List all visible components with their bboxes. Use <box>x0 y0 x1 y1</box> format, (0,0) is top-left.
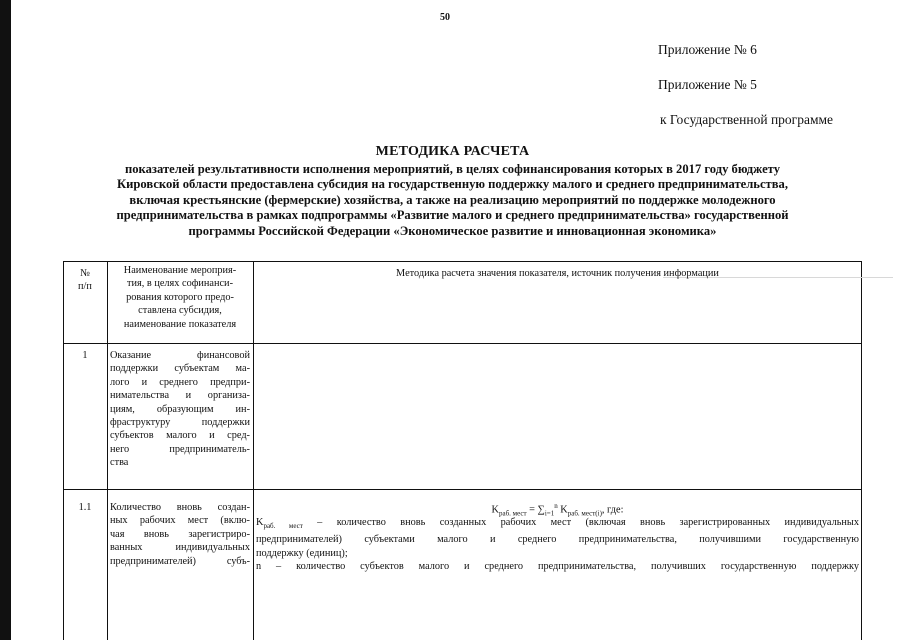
subtitle-line: включая крестьянские (фермерские) хозяйства, а также на реализацию мероприятий по поддержке молодежного <box>129 192 776 207</box>
method-line: поддержку (единиц); <box>256 547 348 559</box>
row-name-line: него предприниматель- <box>110 443 250 455</box>
row-name-line: чая вновь зарегистриро- <box>110 528 250 540</box>
row-name-line: предпринимателей) субъ- <box>110 555 250 567</box>
row-1-1-name <box>110 501 250 568</box>
row-name-line: ства <box>110 457 129 469</box>
row-name-line: Оказание финансовой <box>110 350 250 361</box>
subtitle-line: программы Российской Федерации «Экономическое развитие и инновационная экономика» <box>188 223 717 238</box>
header-method: Методика расчета значения показателя, источник получения информации <box>396 268 719 279</box>
row-1-number: 1 <box>82 350 88 361</box>
document-subtitle <box>40 162 865 239</box>
table-border-left <box>63 261 64 640</box>
page-number: 50 <box>440 12 450 23</box>
row-name-line: циям, образующим ин- <box>110 403 250 415</box>
table-column-divider <box>253 261 254 640</box>
method-symbol: K <box>256 517 264 528</box>
method-line: предпринимателей) субъектами малого и среднего предпринимательства, получившими государственную <box>256 534 859 546</box>
header-name-line: ставлена субсидия, <box>138 305 222 317</box>
subtitle-line: предпринимательства в рамках подпрограммы «Развитие малого и среднего предпринимательства» государственной <box>116 208 789 223</box>
header-name-line: рования которого предо- <box>126 291 234 303</box>
appendix-line-1: Приложение № 6 <box>658 42 757 57</box>
methodology-table <box>63 261 862 640</box>
header-name-line: тия, в целях софинанси- <box>126 278 233 290</box>
row-name-line: ванных индивидуальных <box>110 542 250 554</box>
header-number-line: п/п <box>78 281 92 293</box>
scan-edge <box>0 0 11 640</box>
row-name-line: лого и среднего предпри- <box>110 376 250 388</box>
row-1-1-method <box>256 516 859 574</box>
row-name-line: нимательства и организа- <box>110 390 250 402</box>
formula-lhs-subscript: раб. мест <box>498 509 527 518</box>
table-border-top <box>63 261 862 262</box>
method-line-text: – количество вновь созданных рабочих мест (включая вновь зарегистрированных индивидуальных <box>302 517 859 528</box>
row-1-1-number: 1.1 <box>78 502 92 513</box>
row-1-name <box>110 349 250 470</box>
header-number-line: № <box>80 268 90 279</box>
appendix-line-3: к Государственной программе <box>660 112 834 127</box>
formula-sum-upper: n <box>554 502 558 510</box>
row-name-line: Количество вновь создан- <box>110 502 250 513</box>
formula-tail: , где: <box>601 504 624 516</box>
row-name-line: фраструктуру поддержки <box>110 417 250 429</box>
table-row-divider <box>63 489 862 490</box>
header-name-line: Наименование мероприя- <box>123 265 237 276</box>
row-name-line: ных рабочих мест (вклю- <box>110 515 250 527</box>
method-symbol-subscript: раб. мест <box>263 522 303 531</box>
row-name-line: поддержки субъектам ма- <box>110 363 250 375</box>
header-number <box>63 267 107 294</box>
document-title: МЕТОДИКА РАСЧЕТА <box>375 144 530 159</box>
method-line: n – количество субъектов малого и среднего предпринимательства, получивших государственную поддержку <box>256 561 859 573</box>
formula-sum: = ∑ <box>526 504 545 516</box>
formula-rhs: K <box>557 504 568 516</box>
formula-sum-lower: i=1 <box>544 509 555 518</box>
formula-rhs-subscript: раб. мест(i) <box>567 509 602 518</box>
subtitle-line: показателей результативности исполнения мероприятий, в целях софинансирования которых в 2017 году бюджету <box>125 162 780 176</box>
method-line <box>256 516 859 533</box>
appendix-line-2: Приложение № 5 <box>658 77 757 92</box>
table-border-right <box>861 261 862 640</box>
header-name <box>108 264 252 331</box>
header-name-line: наименование показателя <box>123 318 237 330</box>
table-row-divider <box>63 343 862 344</box>
subtitle-line: Кировской области предоставлена субсидия на государственную поддержку малого и среднего предпринимательства, <box>117 177 788 192</box>
formula-lhs: K <box>491 504 499 516</box>
row-name-line: субъектов малого и сред- <box>110 430 250 442</box>
